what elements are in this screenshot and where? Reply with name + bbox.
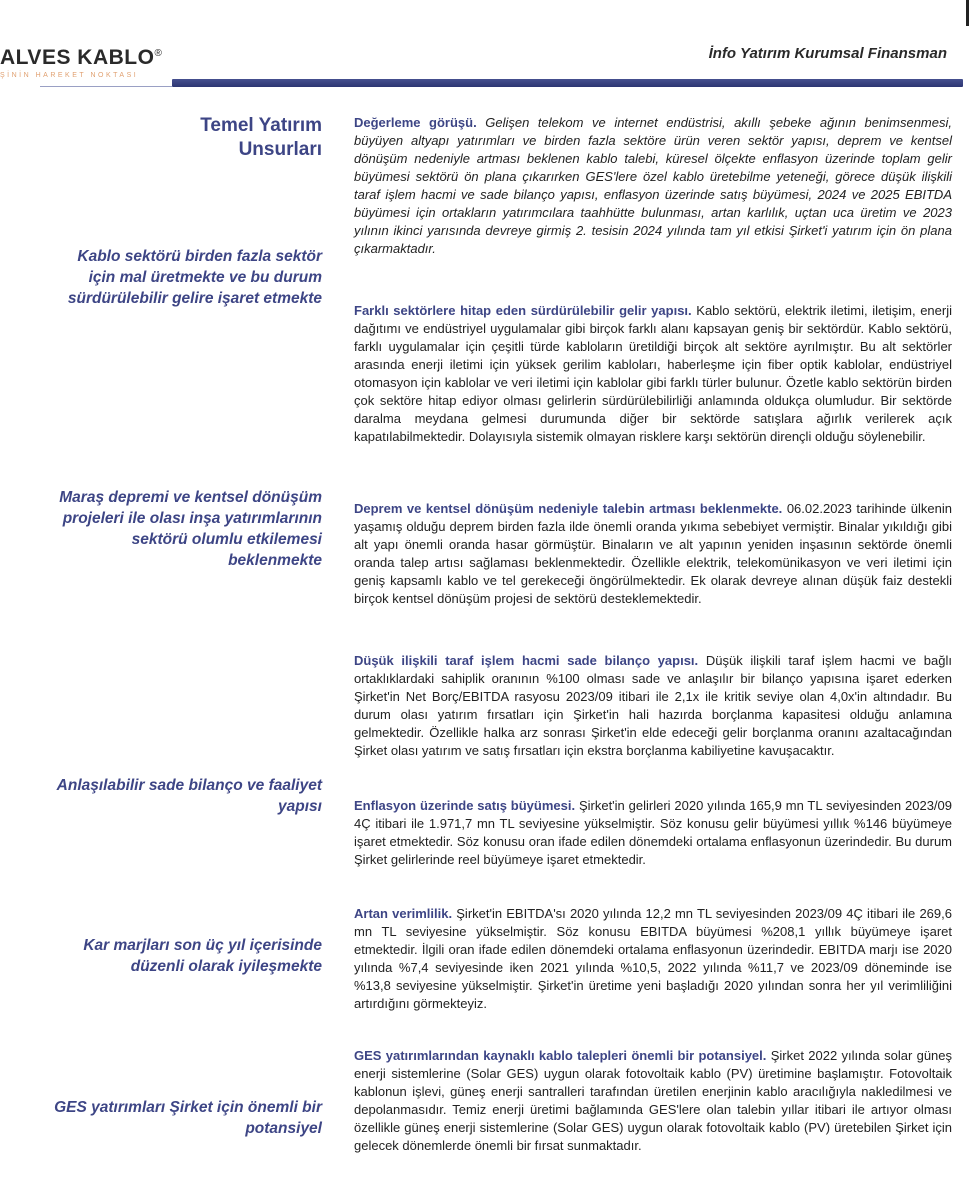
side-note-line: sürdürülebilir gelire işaret etmekte: [67, 290, 322, 307]
side-note-line: Anlaşılabilir sade bilanço ve faaliyet: [56, 777, 322, 794]
paragraph-heading: Düşük ilişkili taraf işlem hacmi sade bilanço yapısı.: [354, 653, 699, 668]
header-divider-line: [40, 86, 172, 87]
side-note-line: potansiyel: [245, 1120, 322, 1137]
sidebar: [0, 100, 322, 1200]
paragraph-related-party: [354, 652, 952, 760]
side-note-earthquake: [59, 487, 322, 571]
paragraph-body: Şirket'in EBITDA'sı 2020 yılında 12,2 mn TL seviyesinden 2023/09 4Ç itibari ile 269,6 mn TL seviyesine yükselmiştir. Söz konusu EBITDA büyümesi %208,1 yıllık büyümeye işaret etmektedir. İlgili oran ifade edilen dönemdeki ortalama enflasyonun üzerindedir. EBITDA marjı ise 2020 yılında %7,4 seviyesinde iken 2021 yılında %10,5, 2022 yılında %11,7 ve 2023/09 döneminde ise %13,8 seviyesine yükselmiştir. Şirket'in üretime yeni başladığı 2020 yılından sonra her yıl verimliliğini artırdığını görmekteyiz.: [354, 906, 952, 1011]
paragraph-sales-growth: [354, 797, 952, 869]
paragraph-sustainable-revenue: [354, 302, 952, 446]
side-note-line: GES yatırımları Şirket için önemli bir: [54, 1099, 322, 1116]
paragraph-heading: Deprem ve kentsel dönüşüm nedeniyle talebin artması beklenmekte.: [354, 501, 783, 516]
paragraph-valuation: [354, 114, 952, 258]
paragraph-body: 06.02.2023 tarihinde ülkenin yaşamış olduğu deprem birden fazla ilde önemli oranda yıkıma sebebiyet vermiştir. Binalar yıkıldığı gibi alt yapı önemli oranda hasar görmüştür. Binaların ve alt yapının yeniden inşasının sektörde önemli oranda talep artısı sağlaması beklenmektedir. Özellikle elektrik, telekomünikasyon ve veri iletimi için geniş kapsamlı kablo ve tel gerekeceği öngörülmektedir. Ek olarak devreye alınan düşük faiz destekli birçok kentsel dönüşüm projesi de sektörü desteklemektedir.: [354, 501, 952, 606]
company-logo: [0, 46, 162, 70]
logo-tagline: ŞİNİN HAREKET NOKTASI: [0, 72, 139, 79]
paragraph-body: Kablo sektörü, elektrik iletimi, iletişim, enerji dağıtımı ve endüstriyel uygulamalar gibi birçok farklı alanı kapsayan geniş bir sektördür. Kablo sektörü, farklı uygulamalar için çeşitli türde kabloların üretildiği birçok alt sektöre ayrılmıştır. Bu alt sektörler arasında enerji iletimi için yüksek gerilim kabloları, haberleşme için fiber optik kablolar, endüstriyel otomasyon için kablolar ve veri iletimi için kablolar gibi farklı türler bulunur. Özetle kablo sektörün birden çok sektöre hitap ediyor olması gelirlerin sürdürülebilirliği anlamında oldukça olumludur. Bir sektörde daralma meydana gelmesi durumunda diğer bir sektörde satışlara ağırlık verilerek açık kapatılabilmektedir. Dolayısıyla sistemik olmayan risklere karşı sektörün dirençli olduğu söylenebilir.: [354, 303, 953, 444]
paragraph-heading: Enflasyon üzerinde satış büyümesi.: [354, 798, 576, 813]
report-title: İnfo Yatırım Kurumsal Finansman: [708, 45, 947, 62]
paragraph-solar-potential: [354, 1047, 952, 1155]
paragraph-heading: GES yatırımlarından kaynaklı kablo talepleri önemli bir potansiyel.: [354, 1048, 767, 1063]
paragraph-efficiency: [354, 905, 952, 1013]
main-content: [354, 100, 954, 1200]
page-corner-mark: [966, 0, 969, 26]
side-note-line: yapısı: [278, 798, 322, 815]
paragraph-heading: Farklı sektörlere hitap eden sürdürülebilir gelir yapısı.: [354, 303, 692, 318]
side-note-sector: [68, 246, 322, 309]
paragraph-body: Düşük ilişkili taraf işlem hacmi ve bağlı ortaklıklardaki sahiplik oranının %100 olması sade ve anlaşılır bir bilanço yapısına işaret ederken Şirket'in Net Borç/EBITDA rasyosu 2023/09 itibari ile 2,1x ile kritik seviye olan 4,0x'in altındadır. Bu durum olası yatırım fırsatları için Şirket'in hali hazırda borçlanma kapasitesi olduğu anlamına gelmektedir. Özellikle halka arz sonrası Şirket'in elde edeceği gelir borçlanma oranını azaltacağından Şirket olası yatırım ve satış fırsatları için ekstra borçlanma kabiliyetine kavuşacaktır.: [354, 653, 952, 758]
page-header: [0, 0, 973, 100]
paragraph-heading: Değerleme görüşü.: [354, 115, 477, 130]
side-note-line: sektörü olumlu etkilemesi: [131, 531, 322, 548]
paragraph-earthquake-demand: [354, 500, 952, 608]
side-note-line: için mal üretmekte ve bu durum: [88, 269, 322, 286]
side-note-solar: [54, 1097, 322, 1139]
side-note-line: düzenli olarak iyileşmekte: [130, 958, 322, 975]
section-title: [200, 114, 322, 162]
side-note-line: beklenmekte: [228, 552, 322, 569]
header-divider-bar: [172, 79, 963, 87]
logo-registered-mark: ®: [154, 48, 163, 59]
side-note-line: projeleri ile olası inşa yatırımlarının: [62, 510, 322, 527]
side-note-line: Maraş depremi ve kentsel dönüşüm: [59, 489, 322, 506]
side-note-line: Kar marjları son üç yıl içerisinde: [83, 937, 322, 954]
paragraph-body: Şirket 2022 yılında solar güneş enerji sistemlerine (Solar GES) uygun olarak fotovoltaik kablo (PV) üretimine başlamıştır. Fotovoltaik kablonun işlevi, güneş enerji santralleri tarafından üretilen enerjinin kablo aracılığıyla nakledilmesi ve depolanmasıdır. Temiz enerji üretimi bağlamında GES'lere olan talebin yıllar itibari ile artıyor olması özellikle güneş enerji sistemlerine (Solar GES) uygun olarak fotovoltaik kablo (PV) üretebilen Şirket için gelecek dönemlerde önemli bir fırsat sunmaktadır.: [354, 1048, 953, 1153]
side-note-balance-sheet: [57, 775, 322, 817]
side-note-line: Kablo sektörü birden fazla sektör: [77, 248, 322, 265]
paragraph-heading: Artan verimlilik.: [354, 906, 453, 921]
paragraph-body: Gelişen telekom ve internet endüstrisi, akıllı şebeke ağının benimsenmesi, büyüyen altyapı yatırımları ve birden fazla sektöre ürün veren sektör yapısı, deprem ve kentsel dönüşüm nedeniyle artması beklenen kablo talebi, küresel ölçekte enflasyon üzerinde toplam gelir büyümesi sektörü ön plana çıkarırken GES'lere özel kablo üretebilme yeteneği, görece düşük ilişkili taraf işlem hacmi ve sade bilanço yapısı, enflasyon üzerinde satış büyümesi, 2024 ve 2025 EBITDA büyümesi için ortakların yatırımcılara taahhütte bulunması, artan karlılık, uçtan uca üretim ve 2023 yılının ikinci yarısında devreye girmiş 2. tesisin 2024 yılında tam yıl etkisi Şirket'i yatırım için ön plana çıkarmaktadır.: [354, 115, 952, 256]
section-title-line: Unsurları: [238, 139, 322, 160]
paragraph-body: Şirket'in gelirleri 2020 yılında 165,9 mn TL seviyesinden 2023/09 4Ç itibari ile 1.971,7 mn TL seviyesine yükselmiştir. Söz konusu gelir büyümesi yıllık %146 büyümeye işaret etmektedir. Söz konusu oran ifade edilen dönemdeki ortalama enflasyonun üzerindedir. Bu durum Şirket gelirlerinde reel büyümeye işaret etmektedir.: [354, 798, 952, 867]
side-note-margins: [83, 935, 322, 977]
section-title-line: Temel Yatırım: [200, 115, 322, 136]
logo-name: ALVES KABLO: [0, 46, 155, 69]
